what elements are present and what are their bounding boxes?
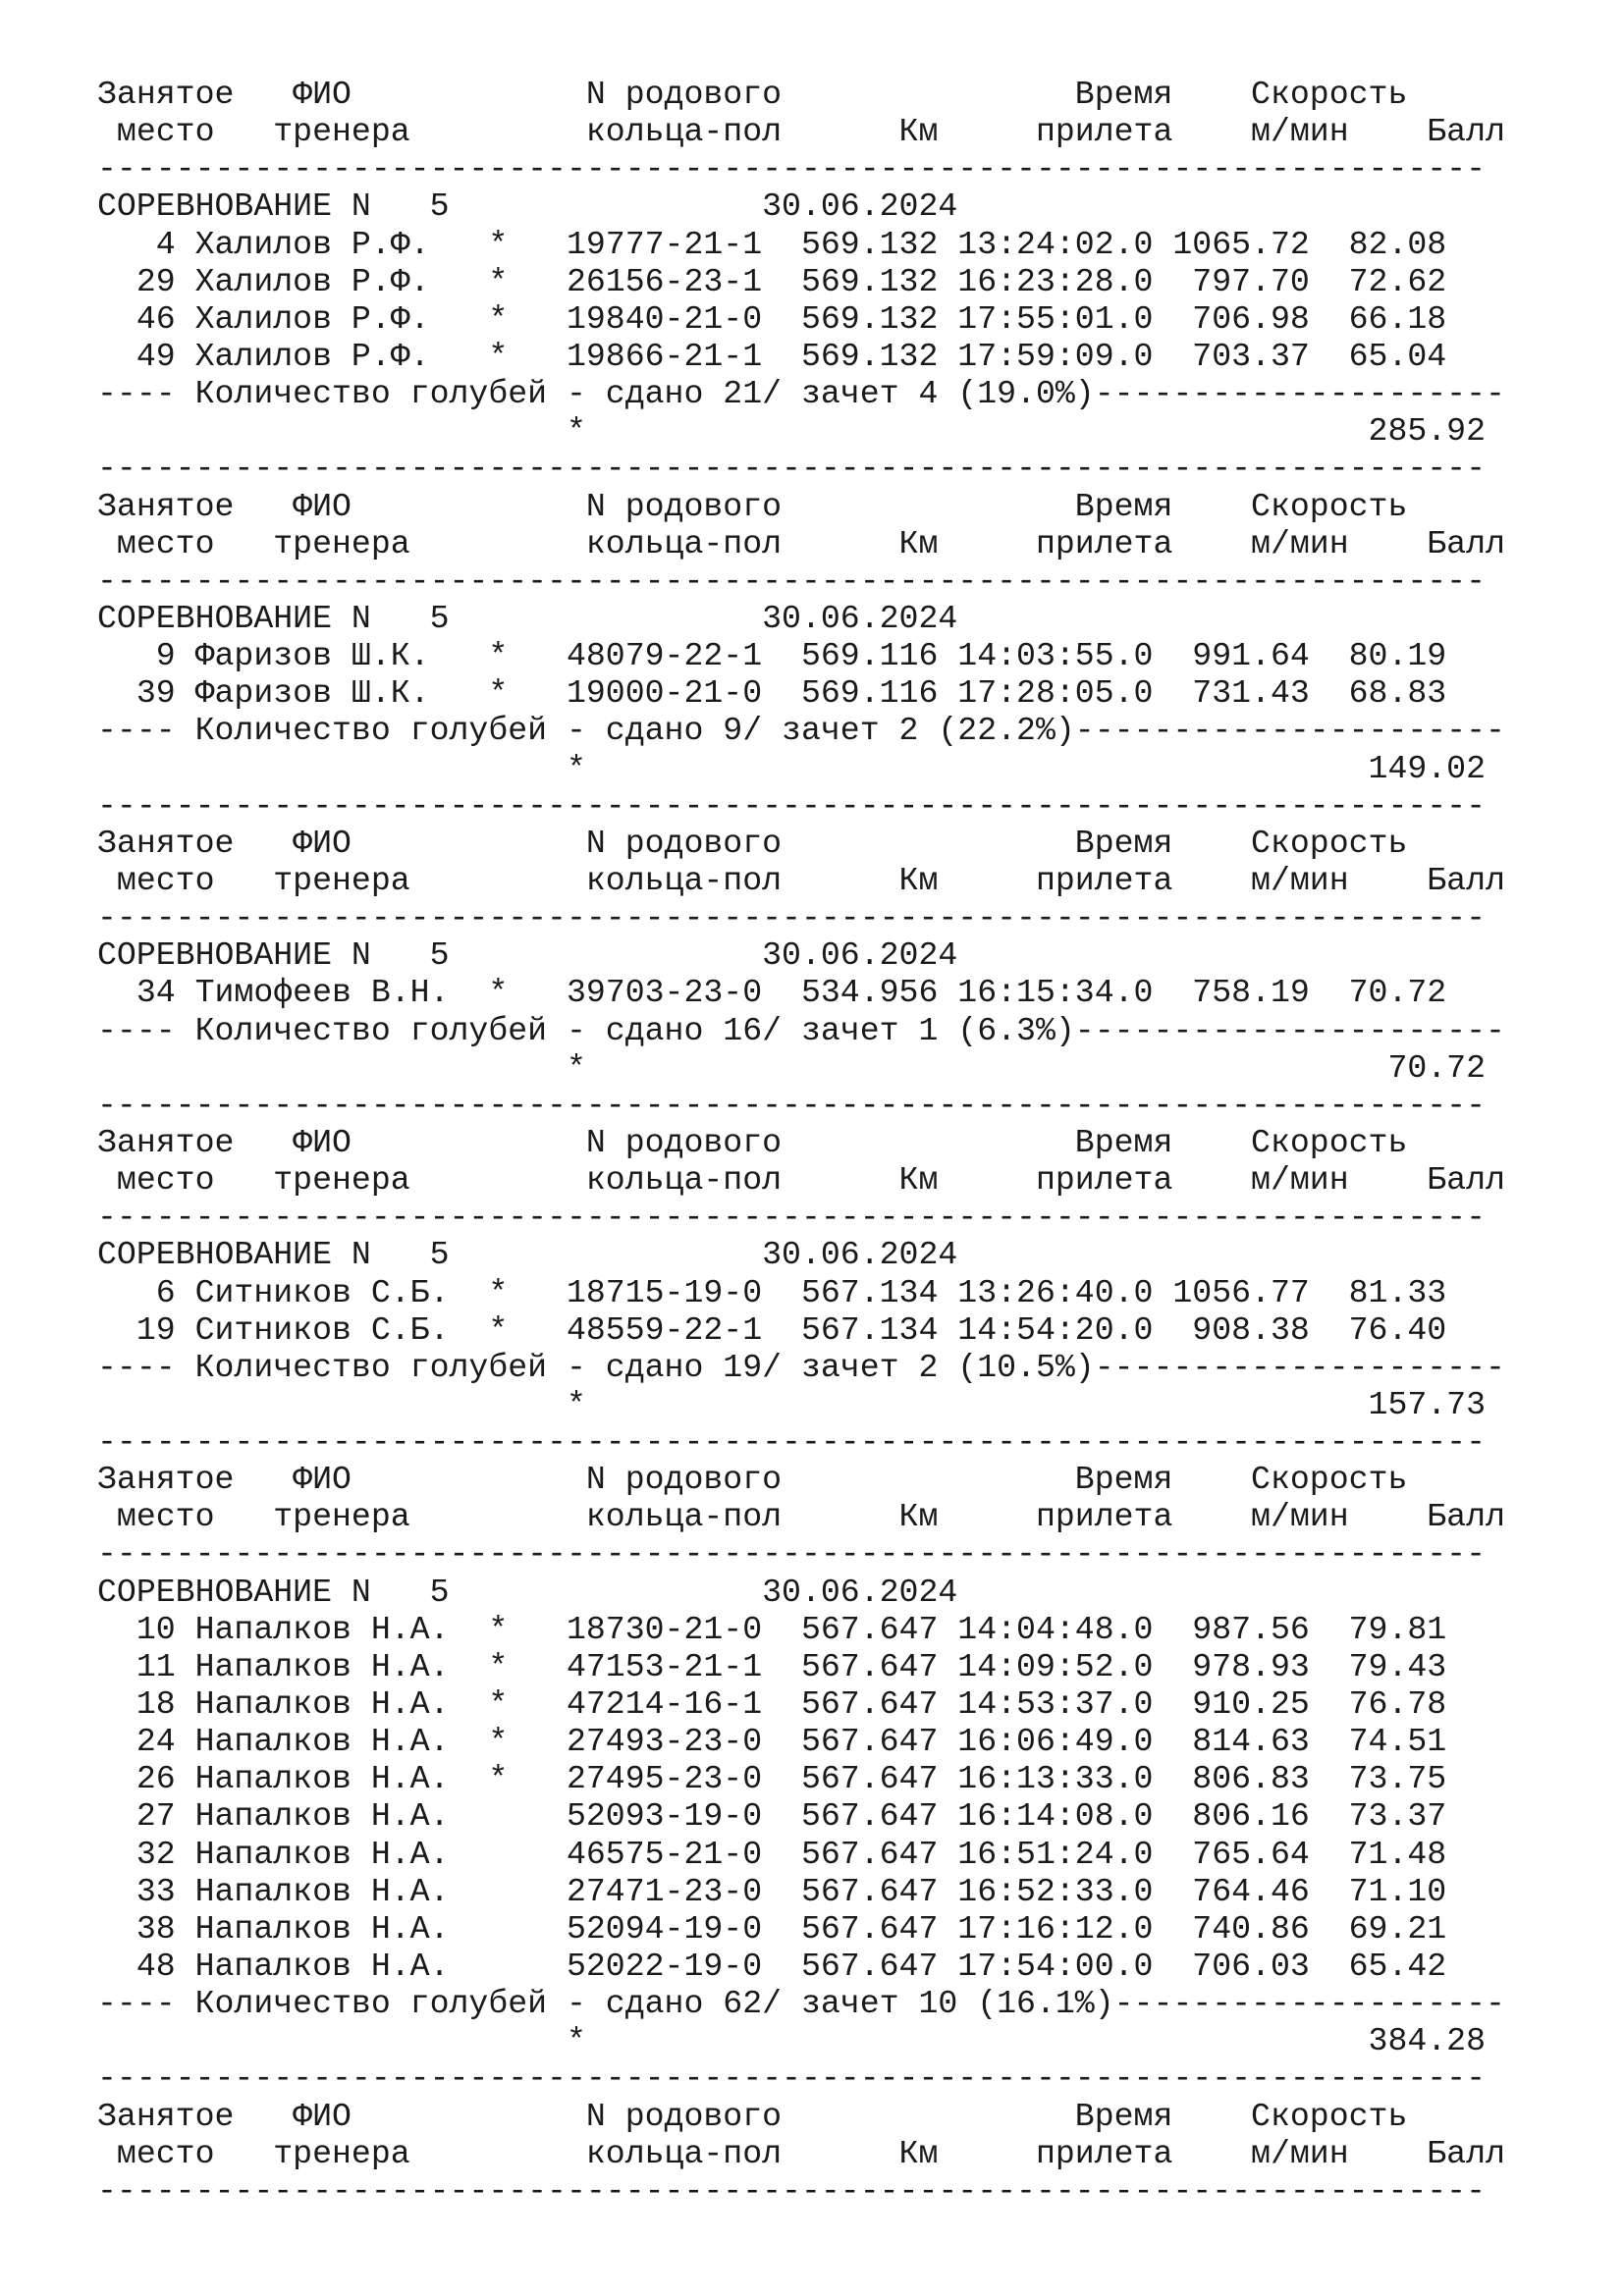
header-line-1: Занятое ФИО N родового Время Скорость bbox=[97, 2097, 1408, 2135]
result-row: 38 Напалков Н.А. 52094-19-0 567.647 17:16:12.0 740.86 69.21 bbox=[97, 1909, 1447, 1948]
header-line-1: Занятое ФИО N родового Время Скорость bbox=[97, 76, 1408, 113]
summary-line: ---- Количество голубей - сдано 19/ зачет 2 (10.5%)--------------------- bbox=[97, 1348, 1505, 1386]
separator: ----------------------------------------------------------------------- bbox=[97, 1423, 1487, 1462]
result-row: 19 Ситников С.Б. * 48559-22-1 567.134 14:54:20.0 908.38 76.40 bbox=[97, 1310, 1447, 1349]
separator: ----------------------------------------------------------------------- bbox=[97, 561, 1487, 600]
separator: ----------------------------------------------------------------------- bbox=[97, 1199, 1487, 1237]
separator: ----------------------------------------------------------------------- bbox=[97, 786, 1487, 825]
competition-line: СОРЕВНОВАНИЕ N 5 30.06.2024 bbox=[97, 1573, 958, 1611]
total-line: * 157.73 bbox=[97, 1385, 1487, 1423]
result-row: 26 Напалков Н.А. * 27495-23-0 567.647 16:13:33.0 806.83 73.75 bbox=[97, 1760, 1447, 1798]
total-line: * 285.92 bbox=[97, 412, 1487, 451]
total-line: * 70.72 bbox=[97, 1048, 1487, 1087]
header-line-1: Занятое ФИО N родового Время Скорость bbox=[97, 487, 1408, 525]
separator: ----------------------------------------------------------------------- bbox=[97, 1535, 1487, 1574]
competition-line: СОРЕВНОВАНИЕ N 5 30.06.2024 bbox=[97, 936, 958, 975]
header-line-2: место тренера кольца-пол Км прилета м/мин Балл bbox=[97, 1161, 1505, 1200]
summary-line: ---- Количество голубей - сдано 21/ зачет 4 (19.0%)--------------------- bbox=[97, 375, 1505, 413]
result-row: 39 Фаризов Ш.К. * 19000-21-0 569.116 17:28:05.0 731.43 68.83 bbox=[97, 674, 1447, 713]
result-row: 49 Халилов Р.Ф. * 19866-21-1 569.132 17:59:09.0 703.37 65.04 bbox=[97, 337, 1447, 375]
separator: ----------------------------------------------------------------------- bbox=[97, 2059, 1487, 2098]
header-line-1: Занятое ФИО N родового Время Скорость bbox=[97, 824, 1408, 862]
result-group bbox=[97, 600, 1505, 936]
results-groups bbox=[97, 187, 1505, 2210]
result-group bbox=[97, 187, 1505, 600]
result-group bbox=[97, 1236, 1505, 1573]
result-row: 33 Напалков Н.А. 27471-23-0 567.647 16:52:33.0 764.46 71.10 bbox=[97, 1872, 1447, 1910]
result-row: 48 Напалков Н.А. 52022-19-0 567.647 17:54:00.0 706.03 65.42 bbox=[97, 1948, 1447, 1986]
summary-line: ---- Количество голубей - сдано 62/ зачет 10 (16.1%)-------------------- bbox=[97, 1985, 1505, 2023]
header-line-2: место тренера кольца-пол Км прилета м/мин Балл bbox=[97, 861, 1505, 899]
separator: ----------------------------------------------------------------------- bbox=[97, 150, 1487, 188]
result-row: 46 Халилов Р.Ф. * 19840-21-0 569.132 17:55:01.0 706.98 66.18 bbox=[97, 299, 1447, 338]
result-row: 4 Халилов Р.Ф. * 19777-21-1 569.132 13:24:02.0 1065.72 82.08 bbox=[97, 225, 1447, 263]
competition-line: СОРЕВНОВАНИЕ N 5 30.06.2024 bbox=[97, 599, 958, 637]
separator: ----------------------------------------------------------------------- bbox=[97, 2171, 1487, 2210]
result-row: 24 Напалков Н.А. * 27493-23-0 567.647 16:06:49.0 814.63 74.51 bbox=[97, 1723, 1447, 1761]
result-group bbox=[97, 1574, 1505, 2210]
result-row: 9 Фаризов Ш.К. * 48079-22-1 569.116 14:03:55.0 991.64 80.19 bbox=[97, 637, 1447, 675]
result-row: 34 Тимофеев В.Н. * 39703-23-0 534.956 16:15:34.0 758.19 70.72 bbox=[97, 974, 1447, 1012]
separator: ----------------------------------------------------------------------- bbox=[97, 450, 1487, 488]
header-line-2: место тренера кольца-пол Км прилета м/мин Балл bbox=[97, 1498, 1505, 1536]
result-row: 6 Ситников С.Б. * 18715-19-0 567.134 13:26:40.0 1056.77 81.33 bbox=[97, 1273, 1447, 1311]
result-row: 32 Напалков Н.А. 46575-21-0 567.647 16:51:24.0 765.64 71.48 bbox=[97, 1835, 1447, 1873]
total-line: * 149.02 bbox=[97, 749, 1487, 787]
result-group bbox=[97, 936, 1505, 1236]
result-row: 18 Напалков Н.А. * 47214-16-1 567.647 14:53:37.0 910.25 76.78 bbox=[97, 1685, 1447, 1724]
total-line: * 384.28 bbox=[97, 2022, 1487, 2060]
header-line-1: Занятое ФИО N родового Время Скорость bbox=[97, 1461, 1408, 1499]
competition-line: СОРЕВНОВАНИЕ N 5 30.06.2024 bbox=[97, 1236, 958, 1274]
header-line-2: место тренера кольца-пол Км прилета м/мин Балл bbox=[97, 2134, 1505, 2172]
header-line-2: место тренера кольца-пол Км прилета м/мин Балл bbox=[97, 113, 1505, 151]
result-row: 10 Напалков Н.А. * 18730-21-0 567.647 14:04:48.0 987.56 79.81 bbox=[97, 1610, 1447, 1648]
results-document bbox=[97, 76, 1505, 2210]
result-row: 11 Напалков Н.А. * 47153-21-1 567.647 14:09:52.0 978.93 79.43 bbox=[97, 1647, 1447, 1685]
competition-line: СОРЕВНОВАНИЕ N 5 30.06.2024 bbox=[97, 187, 958, 226]
summary-line: ---- Количество голубей - сдано 9/ зачет 2 (22.2%)---------------------- bbox=[97, 712, 1505, 750]
summary-line: ---- Количество голубей - сдано 16/ зачет 1 (6.3%)---------------------- bbox=[97, 1011, 1505, 1049]
header-line-2: место тренера кольца-пол Км прилета м/мин Балл bbox=[97, 524, 1505, 562]
header-line-1: Занятое ФИО N родового Время Скорость bbox=[97, 1123, 1408, 1161]
result-row: 27 Напалков Н.А. 52093-19-0 567.647 16:14:08.0 806.16 73.37 bbox=[97, 1797, 1447, 1836]
separator: ----------------------------------------------------------------------- bbox=[97, 899, 1487, 937]
result-row: 29 Халилов Р.Ф. * 26156-23-1 569.132 16:23:28.0 797.70 72.62 bbox=[97, 262, 1447, 300]
separator: ----------------------------------------------------------------------- bbox=[97, 1086, 1487, 1124]
